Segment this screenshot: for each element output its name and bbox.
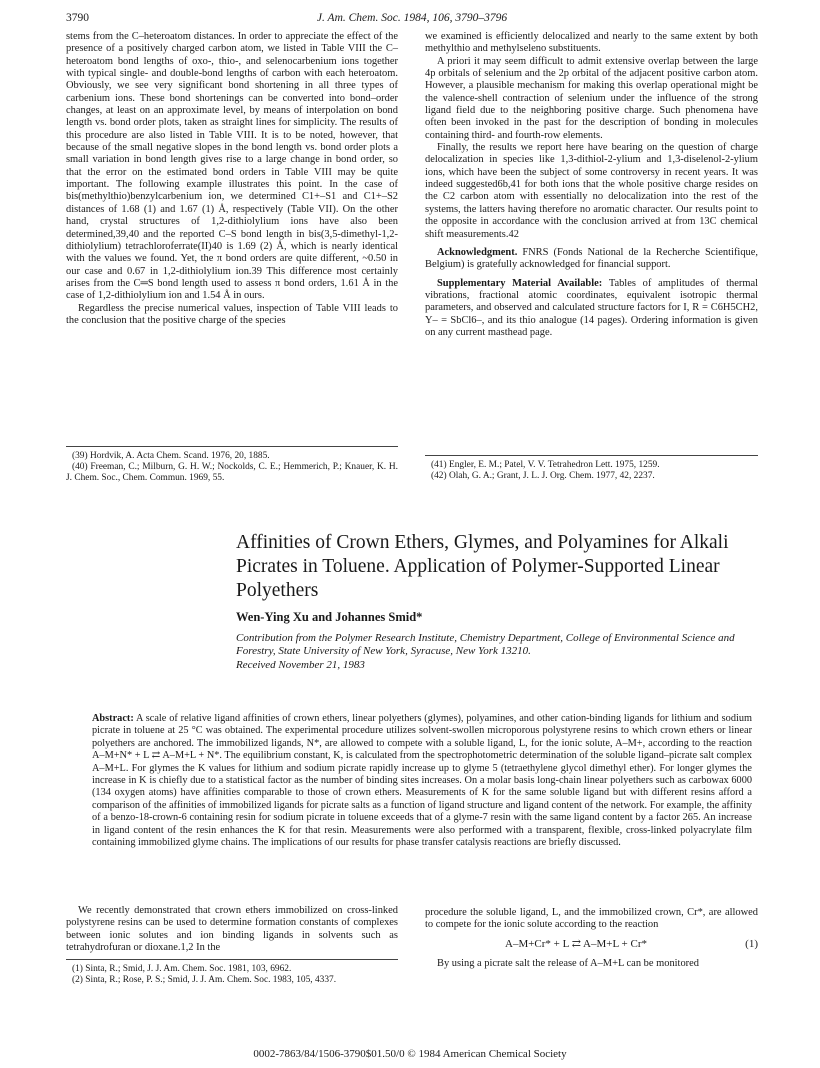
equation-text: A–M+Cr* + L ⇄ A–M+L + Cr* [505, 937, 647, 950]
paragraph: stems from the C–heteroatom distances. In order to appreciate the effect of the presence of a positively charged carbon atom, we listed in Table VIII the C–heteroatom bond lengths of oxo-, thio-, and selenocarbenium ions together with typical single- and double-bond lengths of carbon with each heteroatom. Obviously, we see very significant bond shortening in all three types of carbenium ions. These bond shortenings can be converted into bond–order changes, at least on an approximate level, by means of interpolation on bond length vs. bond order plots, taken as straight lines for simplicity. The results of this procedure are also listed in Table VIII. It is to be noted, however, that because of the small negative slopes in the bond length vs. bond order plots a small variation in bond length gives rise to a large change in bond order, so that the error on the estimated bond orders in Table VIII may be quite important. The following example illustrates this point. In the case of bis(methylthio)benzylcarbenium ion, we determined C1+–S1 and C1+–S2 distances of 1.68 (1) and 1.67 (1) Å, respectively (Table VII). On the other hand, crystal structures of 1,2-dithiolylium ions have also been determined,39,40 and the reported C–S bond length in bis(3,5-dimethyl-1,2-dithiolylium) tetrachloroferrate(II)40 is 1.69 (2) Å, which is nearly identical with the values we found. Yet, the π bond orders are quite different, ~0.50 in our case and 0.67 in 1,2-dithiolylium ion.39 This difference most certainly arises from the C═S bond length used to assess π bond orders, 1.61 Å in the case of 1,2-dithiolylium ion and 1.54 Å in ours. [66, 31, 398, 302]
supplementary-material: Supplementary Material Available: Tables of amplitudes of thermal vibrations, fractional atomic coordinates, equivalent isotropic thermal parameters, and observed and calculated structure factors for I, R = C6H5CH2, Y– = SbCl6–, and its thio analogue (14 pages). Ordering information is given on any current masthead page. [425, 277, 759, 338]
acknowledgment: Acknowledgment. FNRS (Fonds National de la Recherche Scientifique, Belgium) is gratefully acknowledged for financial support. [425, 246, 759, 271]
prev-footnotes-left [66, 451, 398, 485]
article-title: Affinities of Crown Ethers, Glymes, and Polyamines for Alkali Picrates in Toluene. Application of Polymer-Supported Linear Polyethers [236, 532, 729, 601]
page-footer: 0002-7863/84/1506-3790$01.50/0 © 1984 American Chemical Society [253, 1048, 567, 1060]
journal-citation: J. Am. Chem. Soc. 1984, 106, 3790–3796 [316, 12, 508, 24]
footnote: (40) Freeman, C.; Milburn, G. H. W.; Nockolds, C. E.; Hemmerich, P.; Knauer, K. H. J. Chem. Soc., Chem. Commun. 1969, 55. [66, 462, 398, 484]
footnote: (1) Sinta, R.; Smid, J. J. Am. Chem. Soc. 1981, 103, 6962. [72, 964, 292, 974]
footnote-rule [66, 959, 398, 960]
article-body-left [66, 905, 398, 954]
paragraph: By using a picrate salt the release of A–M+L can be monitored [437, 957, 700, 969]
prev-footnotes-right [425, 460, 758, 482]
abstract [92, 713, 752, 849]
abstract-label: Abstract: [92, 713, 134, 724]
prev-article-left-column [66, 31, 398, 327]
paragraph: We recently demonstrated that crown ethers immobilized on cross-linked polystyrene resins can be used to determine formation constants of complexes between ionic solutes and ion binding ligands in solvents such as tetrahydrofuran or dioxane.1,2 In the [66, 905, 398, 954]
paragraph: Finally, the results we report here have bearing on the question of charge delocalization in species like 1,3-dithiol-2-ylium and 1,3-diselenol-2-ylium ions, which have been the subject of some controversy in recent years. It was indeed suggested6b,41 for both ions that the whole positive charge resides on the C2 carbon atom with essentially no delocalization into the rest of the systems, the latters having therefore no aromatic character. Our results point to the opposite in accordance with the conclusion arrived at from 13C chemical shift measurements.42 [425, 142, 758, 240]
equation-number: (1) [745, 937, 758, 950]
article-affiliation: Contribution from the Polymer Research Institute, Chemistry Department, College of Environmental Science and Forestry, State University of New York, Syracuse, New York 13210. Received November 21, 1983 [236, 632, 735, 671]
prev-article-right-column [425, 31, 758, 339]
footnote: (42) Olah, G. A.; Grant, J. L. J. Org. Chem. 1977, 42, 2237. [431, 471, 655, 482]
page-number: 3790 [66, 12, 89, 24]
abstract-text: A scale of relative ligand affinities of crown ethers, linear polyethers (glymes), polyamines, and other cation-binding ligands for lithium and sodium picrate in toluene at 25 °C was obtained. The experimental procedure utilizes solvent-swollen microporous polystyrene resins to which crown ethers or linear polyethers are anchored. The immobilized ligands, N*, are allowed to compete with a soluble ligand, L, for the ionic solute, A–M+, according to the reaction A–M+N* + L ⇄ A–M+L + N*. The equilibrium constant, K, is calculated from the spectrophotometric determination of the soluble ligand–picrate salt complex A–M+L. For glymes the K values for lithium and sodium picrate rapidly increase up to glyme 5 (tetraethylene glycol dimethyl ether). For longer glymes the increase in K is chiefly due to a statistical factor as the number of binding sites increases. On a molar basis long-chain linear polyethers such as carbowax 6000 (134 oxygen atoms) have affinities comparable to those of crown ethers. Measurements of K for the same soluble ligand but with different resins afford a comparison of the affinities of immobilized ligands for picrate salts as a function of ligand structure and ligand content of the network. For example, the affinity of a benzo-18-crown-6 containing resin for sodium picrate in toluene exceeds that of a glyme-7 resin with the same ligand content by a factor 265. An increase in ligand content of the resin enhances the K for that resin. Measurements were also performed with a transparent, flexible, cross-linked polyacrylate film containing immobilized glyme chains. The implications of our results for phase transfer catalysis reactions are briefly discussed. [92, 713, 752, 849]
article-footnotes [66, 964, 398, 986]
footnote-rule [66, 446, 398, 447]
equation-1 [425, 938, 758, 952]
received-date: Received November 21, 1983 [236, 658, 365, 671]
article-body-right [425, 907, 758, 970]
footnote-rule [425, 455, 758, 456]
footnote: (39) Hordvik, A. Acta Chem. Scand. 1976, 20, 1885. [72, 451, 270, 461]
paragraph: Regardless the precise numerical values, inspection of Table VIII leads to the conclusion that the positive charge of the species [66, 302, 398, 326]
article-authors: Wen-Ying Xu and Johannes Smid* [236, 610, 423, 624]
footnote: (2) Sinta, R.; Rose, P. S.; Smid, J. J. Am. Chem. Soc. 1983, 105, 4337. [72, 975, 337, 986]
paragraph: procedure the soluble ligand, L, and the immobilized crown, Cr*, are allowed to compete for the ionic solute according to the reaction [425, 907, 758, 931]
footnote: (41) Engler, E. M.; Patel, V. V. Tetrahedron Lett. 1975, 1259. [431, 460, 660, 470]
paragraph: we examined is efficiently delocalized and nearly to the same extent by both methylthio and methylseleno substituents. [425, 31, 758, 55]
paragraph: A priori it may seem difficult to admit extensive overlap between the large 4p orbitals of selenium and the 2p orbital of the adjacent positive carbon atom. However, a plausible mechanism for making this overlap operational might be the valence-shell contraction of selenium under the influence of the strong ligand field due to the neighboring positive charge. Such phenomena have often been invoked in the past for the description of bonding in molecules containing third- and fourth-row elements. [425, 55, 758, 141]
running-header [66, 12, 758, 28]
